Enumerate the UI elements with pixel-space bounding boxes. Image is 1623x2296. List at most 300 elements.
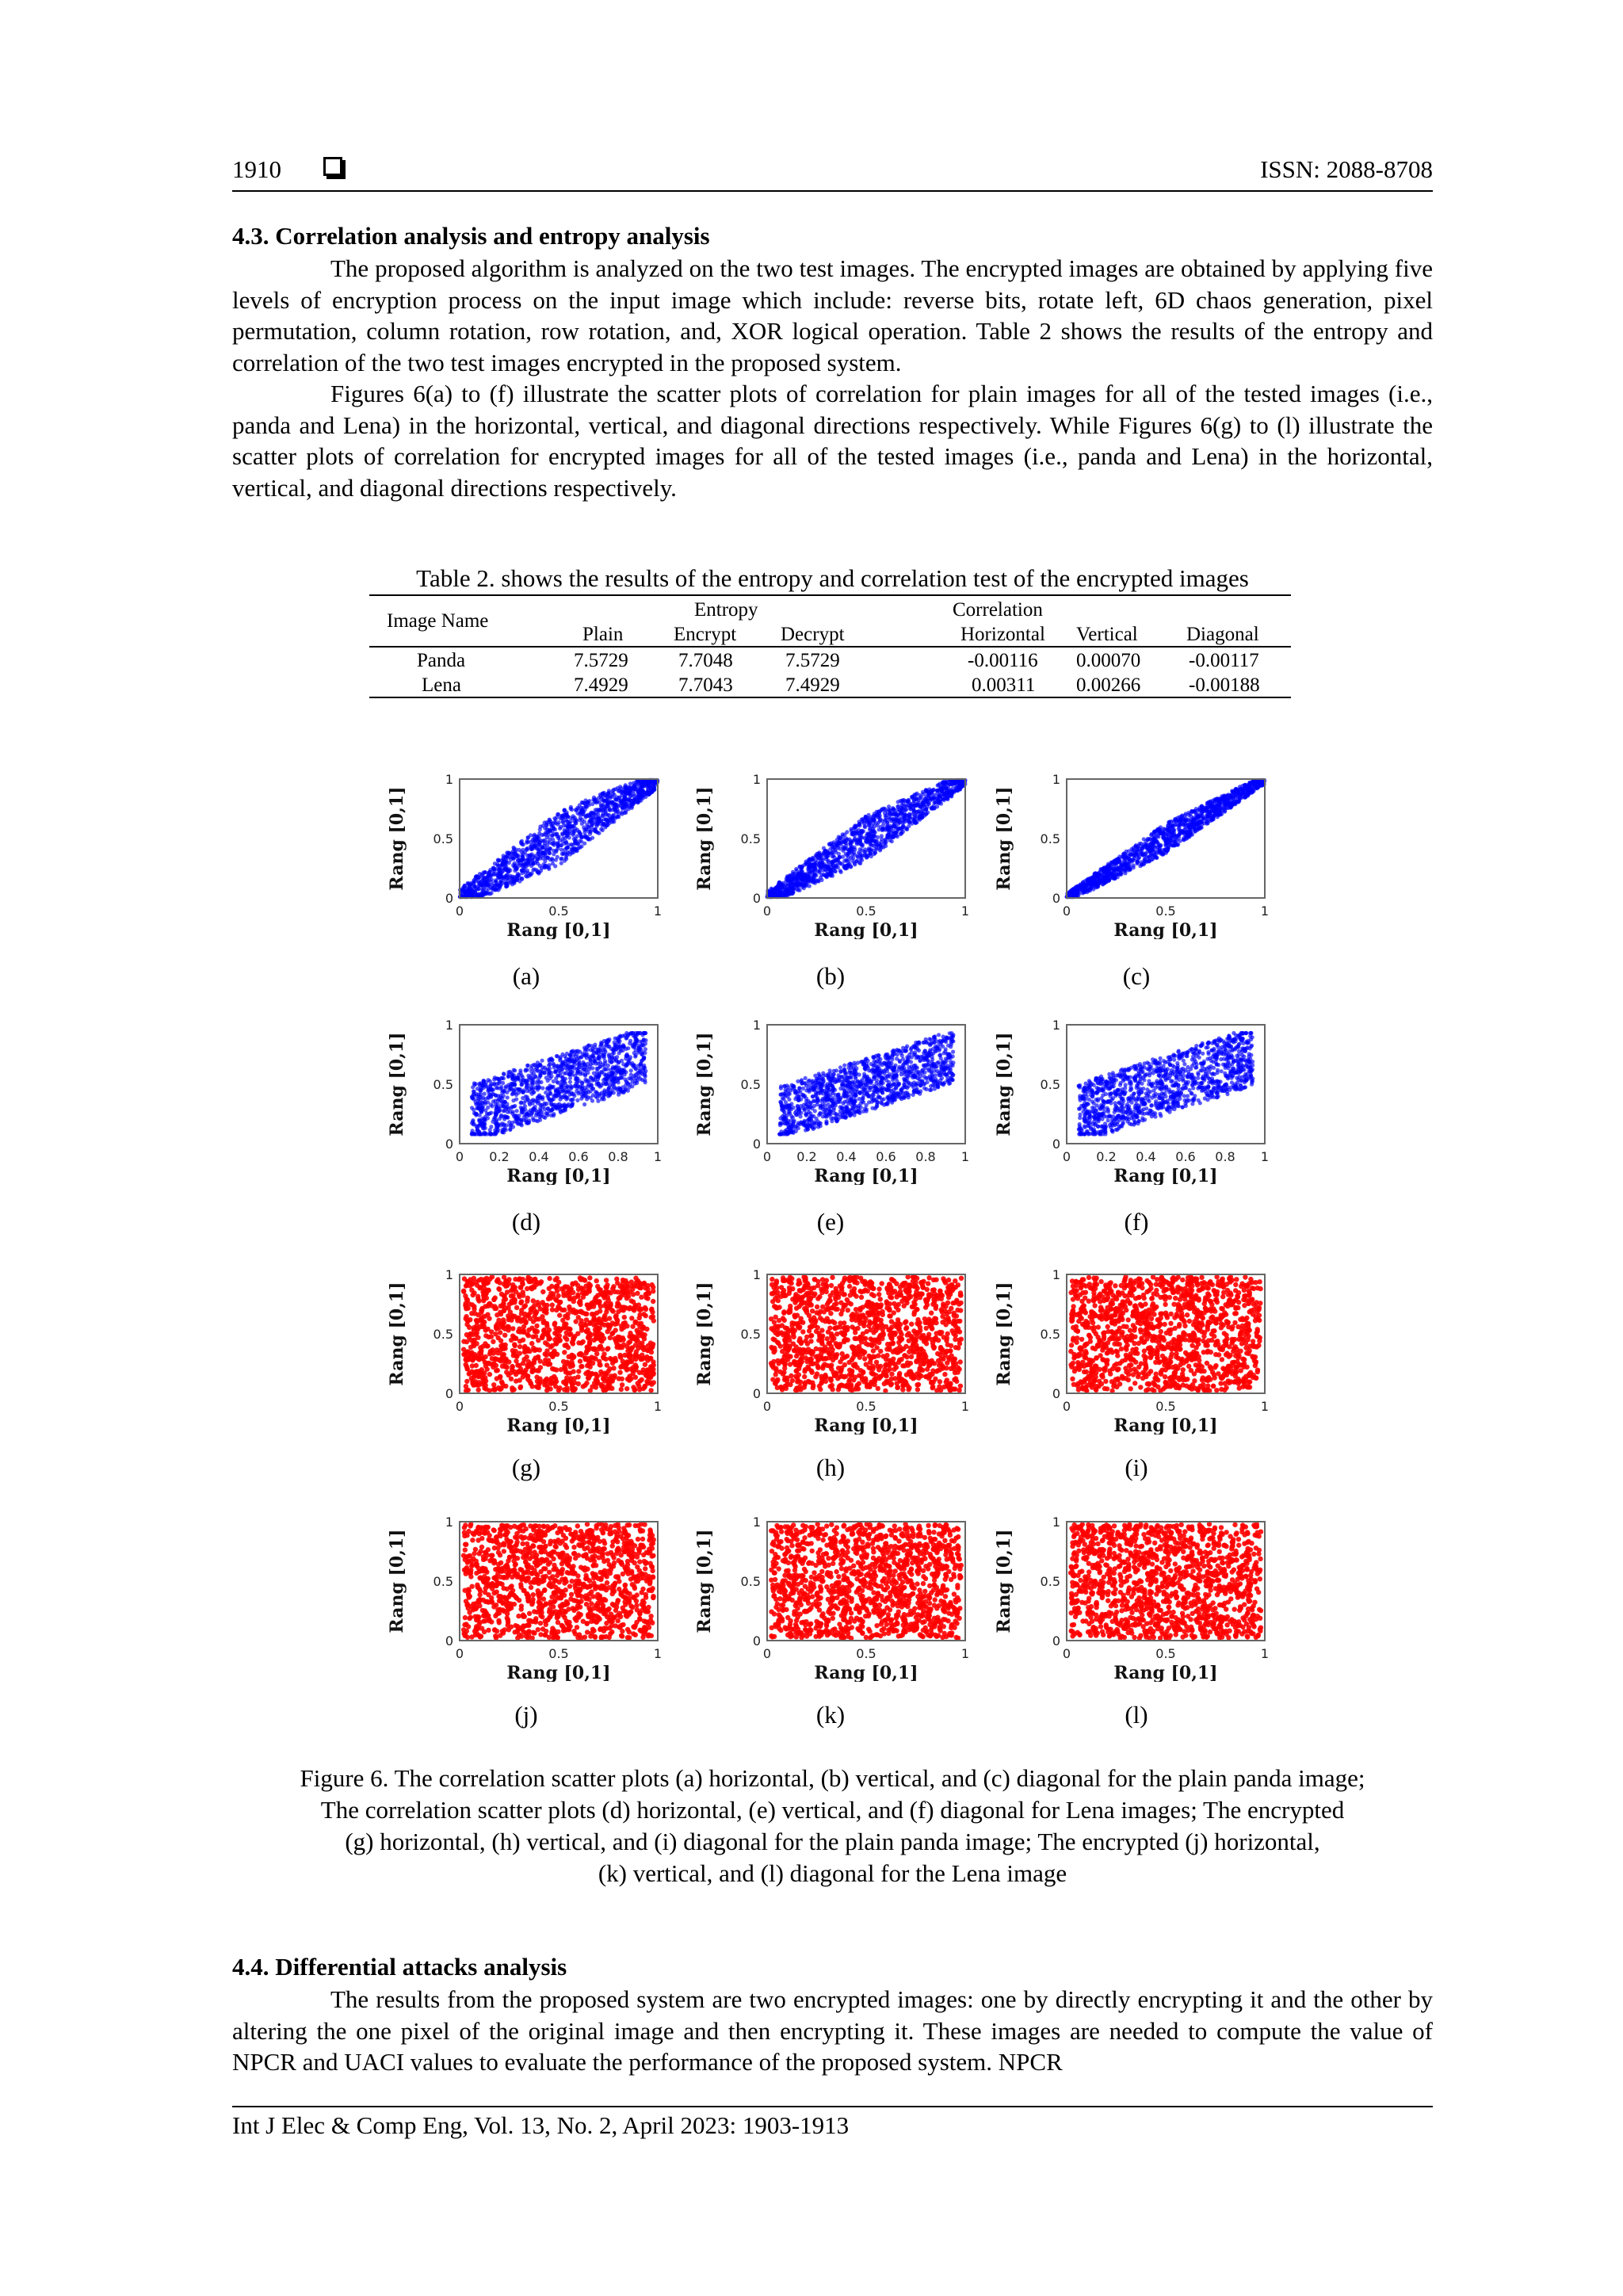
x-tick-label: 1 — [653, 904, 663, 919]
scatter-point — [502, 1090, 506, 1094]
scatter-point — [544, 823, 548, 827]
scatter-point — [944, 797, 948, 800]
scatter-point — [566, 850, 570, 854]
scatter-point — [490, 877, 494, 881]
scatter-point — [495, 1082, 499, 1086]
scatter-point — [597, 816, 601, 819]
scatter-point — [536, 1060, 540, 1064]
scatter-point — [777, 891, 781, 895]
scatter-point — [905, 800, 909, 804]
scatter-point — [539, 1080, 543, 1084]
scatter-point — [857, 822, 861, 826]
col-header-image-name: Image Name — [387, 610, 489, 632]
scatter-point — [1199, 825, 1203, 829]
scatter-point — [619, 799, 623, 803]
scatter-point — [521, 1096, 525, 1100]
scatter-point — [628, 792, 632, 796]
scatter-point — [815, 854, 819, 858]
scatter-point — [607, 813, 611, 817]
scatter-point — [865, 831, 869, 835]
scatter-point — [565, 819, 569, 823]
scatter-point — [778, 885, 782, 889]
scatter-point — [850, 831, 854, 835]
scatter-point — [1123, 871, 1127, 875]
scatter-point — [525, 861, 529, 865]
group-header-correlation: Correlation — [953, 599, 1043, 621]
table-cell: 7.4929 — [785, 674, 840, 696]
scatter-point — [864, 850, 868, 854]
scatter-point — [601, 808, 605, 812]
scatter-point — [924, 789, 928, 793]
scatter-point — [513, 863, 517, 867]
scatter-point — [935, 804, 939, 808]
scatter-point — [874, 847, 878, 851]
paragraph: The proposed algorithm is analyzed on the two test images. The encrypted images are obtained by applying five levels of encryption process on the input image which include: reverse bits, rotate left, 6D chaos generation, pixel permutation, column rotation, row rotation, and, XOR logical operation. Table 2 shows the results of the entropy and correlation of the two test images encrypted in the proposed system. — [232, 254, 1433, 376]
y-tick-label: 0 — [445, 891, 453, 906]
table-cell: 0.00070 — [1076, 650, 1141, 671]
scatter-point — [910, 822, 914, 826]
scatter-point — [1187, 813, 1191, 817]
scatter-point — [563, 859, 567, 863]
x-tick-label: 0 — [455, 904, 464, 919]
scatter-point — [1156, 842, 1160, 846]
scatter-point — [888, 812, 892, 816]
scatter-point — [879, 825, 883, 829]
scatter-point — [819, 876, 823, 880]
scatter-point — [1229, 802, 1233, 806]
scatter-plot — [688, 765, 989, 939]
scatter-point — [499, 879, 503, 883]
table-cell: 7.4929 — [574, 674, 628, 696]
scatter-point — [844, 841, 848, 845]
scatter-point — [572, 837, 576, 841]
scatter-point — [576, 846, 580, 850]
scatter-point — [889, 835, 893, 839]
scatter-point — [1164, 838, 1168, 842]
scatter-point — [514, 867, 518, 871]
scatter-point — [795, 884, 799, 888]
scatter-point — [532, 834, 536, 838]
table-cell-name: Lena — [422, 674, 461, 696]
scatter-point — [597, 809, 601, 813]
scatter-point — [514, 878, 518, 882]
scatter-point — [610, 800, 614, 804]
scatter-panel-c — [987, 765, 1289, 939]
scatter-point — [830, 850, 834, 854]
scatter-point — [1100, 879, 1104, 883]
scatter-point — [542, 1115, 546, 1119]
scatter-point — [899, 831, 903, 835]
scatter-point — [567, 1089, 571, 1093]
section-4-3-body — [232, 253, 1433, 503]
scatter-point — [537, 831, 541, 835]
scatter-point — [526, 871, 530, 875]
scatter-point — [548, 851, 552, 855]
scatter-point — [500, 1076, 504, 1080]
table-bottom-rule — [369, 697, 1291, 698]
scatter-point — [555, 832, 559, 836]
col-header-diagonal: Diagonal — [1186, 624, 1259, 645]
scatter-point — [812, 865, 815, 869]
scatter-point — [549, 1098, 553, 1102]
scatter-point — [607, 1054, 611, 1058]
scatter-points — [766, 778, 968, 899]
scatter-point — [556, 1081, 559, 1085]
scatter-point — [632, 781, 636, 785]
scatter-point — [843, 832, 847, 836]
scatter-point — [483, 1092, 487, 1096]
scatter-point — [472, 1083, 476, 1087]
scatter-point — [869, 852, 873, 856]
scatter-point — [1234, 789, 1238, 793]
scatter-point — [643, 1031, 647, 1035]
scatter-point — [1180, 813, 1184, 817]
scatter-point — [1146, 837, 1150, 841]
scatter-point — [567, 842, 571, 846]
scatter-point — [901, 801, 905, 805]
scatter-point — [558, 827, 562, 831]
y-axis-label: Rang [0,1] — [994, 786, 1014, 891]
scatter-point — [563, 808, 567, 812]
scatter-point — [600, 1097, 604, 1101]
scatter-point — [559, 857, 563, 861]
scatter-point — [1181, 831, 1185, 835]
scatter-point — [539, 869, 543, 873]
scatter-point — [1106, 865, 1110, 869]
scatter-point — [605, 819, 609, 823]
col-header-horizontal: Horizontal — [960, 624, 1045, 645]
scatter-point — [1243, 796, 1247, 800]
table-cell: 0.00266 — [1076, 674, 1141, 696]
scatter-point — [1123, 856, 1127, 860]
scatter-point — [586, 1062, 590, 1066]
scatter-point — [647, 792, 651, 796]
table-cell: 7.7048 — [678, 650, 733, 671]
table-cell: -0.00188 — [1189, 674, 1260, 696]
scatter-point — [1222, 793, 1226, 797]
scatter-point — [531, 1116, 535, 1120]
scatter-point — [520, 850, 524, 854]
table-cell-name: Panda — [417, 650, 466, 671]
scatter-point — [643, 1078, 647, 1082]
scatter-point — [1177, 835, 1181, 839]
scatter-point — [850, 853, 854, 857]
scatter-point — [552, 827, 556, 831]
scatter-point — [541, 862, 545, 866]
scatter-point — [1247, 789, 1251, 793]
scatter-point — [590, 825, 594, 829]
scatter-point — [857, 838, 861, 842]
scatter-point — [598, 822, 602, 826]
scatter-plot — [380, 1010, 682, 1185]
scatter-point — [916, 800, 920, 804]
scatter-point — [824, 852, 828, 856]
scatter-point — [832, 866, 836, 870]
scatter-point — [568, 824, 572, 828]
scatter-point — [516, 855, 520, 859]
scatter-point — [936, 789, 940, 793]
header-box-icon — [323, 157, 342, 176]
scatter-point — [841, 855, 845, 859]
scatter-point — [594, 797, 598, 801]
scatter-point — [540, 850, 544, 854]
scatter-point — [476, 881, 480, 884]
scatter-point — [873, 850, 877, 854]
scatter-point — [548, 846, 552, 850]
scatter-point — [1220, 806, 1224, 810]
scatter-point — [482, 870, 486, 874]
scatter-point — [938, 800, 941, 804]
scatter-point — [493, 861, 497, 865]
scatter-point — [1106, 873, 1110, 877]
scatter-point — [1146, 846, 1150, 850]
scatter-point — [1238, 785, 1242, 789]
scatter-point — [892, 820, 896, 824]
scatter-point — [887, 826, 891, 830]
scatter-point — [795, 888, 799, 892]
scatter-point — [826, 867, 830, 871]
scatter-point — [777, 881, 781, 884]
scatter-point — [575, 1098, 579, 1102]
scatter-point — [852, 826, 856, 830]
scatter-point — [1201, 816, 1205, 820]
scatter-point — [510, 1092, 514, 1096]
scatter-point — [839, 840, 843, 844]
scatter-point — [470, 1106, 474, 1110]
scatter-point — [520, 1123, 524, 1127]
scatter-point — [1158, 830, 1162, 834]
scatter-point — [617, 789, 621, 793]
scatter-point — [551, 861, 555, 865]
table-top-rule — [369, 594, 1291, 596]
scatter-point — [1151, 833, 1155, 837]
scatter-point — [883, 811, 887, 815]
scatter-point — [509, 858, 513, 861]
scatter-point — [624, 785, 628, 789]
scatter-point — [1227, 793, 1231, 797]
scatter-point — [638, 1077, 642, 1081]
scatter-point — [899, 805, 903, 809]
scatter-point — [856, 855, 860, 859]
scatter-point — [617, 1051, 621, 1055]
scatter-point — [570, 1102, 574, 1106]
scatter-point — [1105, 869, 1109, 873]
scatter-point — [643, 1069, 647, 1073]
x-axis-label: Rang [0,1] — [1113, 920, 1218, 939]
scatter-point — [874, 821, 878, 825]
scatter-point — [590, 1079, 594, 1083]
x-tick-label: 0.5 — [1155, 904, 1176, 919]
scatter-point — [576, 842, 580, 846]
scatter-point — [568, 1065, 572, 1069]
scatter-point — [506, 879, 510, 883]
scatter-point — [567, 835, 571, 839]
scatter-point — [563, 815, 567, 819]
scatter-point — [583, 798, 587, 802]
scatter-point — [878, 848, 882, 852]
page-number: 1910 — [232, 155, 281, 183]
scatter-point — [601, 828, 605, 832]
scatter-point — [865, 838, 869, 842]
scatter-point — [563, 831, 567, 835]
scatter-point — [904, 813, 908, 817]
scatter-point — [880, 834, 884, 838]
scatter-point — [552, 1065, 556, 1069]
scatter-point — [562, 823, 566, 827]
scatter-point — [1209, 819, 1213, 823]
scatter-point — [912, 804, 916, 808]
scatter-point — [892, 824, 896, 828]
table-cell: -0.00116 — [968, 650, 1038, 671]
scatter-point — [834, 844, 838, 848]
scatter-point — [526, 840, 530, 844]
scatter-point — [1208, 812, 1212, 816]
scatter-point — [499, 858, 503, 862]
scatter-point — [1120, 868, 1124, 872]
scatter-point — [1098, 870, 1102, 874]
scatter-point — [551, 822, 555, 826]
scatter-point — [518, 1079, 522, 1083]
scatter-point — [1110, 872, 1114, 876]
scatter-point — [1149, 851, 1153, 855]
scatter-point — [544, 856, 548, 860]
scatter-point — [628, 1039, 632, 1043]
scatter-point — [1197, 820, 1201, 824]
scatter-point — [495, 1122, 498, 1126]
scatter-point — [897, 820, 901, 824]
scatter-point — [613, 808, 617, 812]
scatter-point — [834, 863, 838, 867]
scatter-point — [613, 1066, 617, 1070]
scatter-point — [579, 809, 583, 813]
scatter-point — [824, 874, 828, 878]
scatter-point — [587, 813, 591, 817]
scatter-point — [876, 812, 880, 816]
scatter-point — [895, 829, 899, 833]
scatter-point — [579, 1084, 582, 1088]
scatter-point — [785, 888, 789, 892]
table-cell: 7.5729 — [785, 650, 840, 671]
scatter-point — [1140, 850, 1144, 854]
scatter-point — [472, 884, 476, 888]
scatter-point — [773, 888, 777, 892]
scatter-point — [578, 818, 582, 822]
scatter-point — [607, 808, 611, 812]
scatter-point — [927, 796, 931, 800]
scatter-point — [589, 1096, 593, 1100]
scatter-point — [1161, 852, 1165, 856]
scatter-point — [571, 848, 575, 852]
scatter-point — [1184, 826, 1188, 830]
scatter-point — [615, 815, 619, 819]
scatter-point — [899, 811, 903, 815]
scatter-point — [829, 873, 833, 877]
scatter-point — [1131, 850, 1135, 854]
scatter-point — [1077, 885, 1081, 889]
scatter-point — [1136, 860, 1140, 864]
scatter-point — [538, 1118, 542, 1122]
y-tick-label: 0 — [752, 891, 761, 906]
scatter-point — [563, 842, 567, 846]
scatter-point — [822, 846, 826, 850]
scatter-point — [562, 851, 566, 855]
scatter-point — [896, 835, 899, 839]
scatter-plot — [380, 765, 682, 939]
scatter-point — [1153, 850, 1157, 854]
scatter-point — [480, 887, 484, 891]
scatter-point — [602, 1094, 606, 1098]
scatter-point — [547, 830, 551, 834]
scatter-point — [915, 797, 918, 800]
scatter-point — [583, 1078, 587, 1082]
scatter-point — [504, 882, 508, 886]
scatter-point — [506, 852, 510, 856]
scatter-point — [568, 1080, 572, 1084]
scatter-point — [1136, 848, 1140, 852]
scatter-point — [521, 858, 525, 861]
scatter-point — [529, 843, 533, 847]
scatter-point — [556, 836, 560, 840]
scatter-point — [594, 829, 598, 833]
scatter-point — [557, 820, 561, 824]
scatter-point — [857, 828, 861, 832]
scatter-point — [571, 833, 575, 837]
scatter-point — [473, 1132, 477, 1136]
scatter-point — [1111, 877, 1115, 881]
scatter-point — [884, 818, 888, 822]
scatter-point — [836, 857, 840, 861]
scatter-point — [532, 1063, 536, 1067]
scatter-point — [1191, 810, 1195, 814]
scatter-point — [569, 805, 573, 809]
scatter-point — [839, 870, 843, 874]
table-cell: 0.00311 — [972, 674, 1036, 696]
scatter-point — [846, 847, 850, 851]
scatter-point — [529, 1069, 533, 1073]
scatter-panel-a — [380, 765, 682, 939]
y-tick-label: 0.5 — [433, 831, 453, 846]
scatter-point — [529, 1073, 533, 1077]
scatter-point — [1215, 802, 1219, 806]
scatter-point — [1071, 887, 1075, 891]
scatter-point — [585, 823, 589, 827]
scatter-point — [860, 858, 864, 862]
scatter-point — [615, 795, 619, 799]
scatter-point — [620, 812, 624, 816]
scatter-point — [1168, 840, 1172, 844]
scatter-point — [548, 841, 552, 845]
scatter-point — [478, 872, 482, 876]
scatter-point — [858, 847, 862, 851]
scatter-point — [463, 884, 467, 888]
scatter-point — [568, 816, 572, 819]
scatter-point — [530, 871, 534, 875]
scatter-point — [945, 790, 949, 794]
y-tick-label: 0.5 — [740, 831, 761, 846]
scatter-point — [495, 887, 498, 891]
scatter-point — [1166, 833, 1170, 837]
scatter-point — [479, 1110, 483, 1114]
scatter-point — [628, 785, 632, 789]
scatter-point — [584, 814, 588, 818]
scatter-point — [1197, 814, 1201, 818]
scatter-point — [605, 799, 609, 803]
scatter-point — [571, 1052, 575, 1056]
scatter-point — [900, 815, 904, 819]
scatter-point — [537, 842, 540, 846]
y-tick-label: 1 — [1052, 772, 1060, 787]
table-cell: 7.5729 — [574, 650, 628, 671]
